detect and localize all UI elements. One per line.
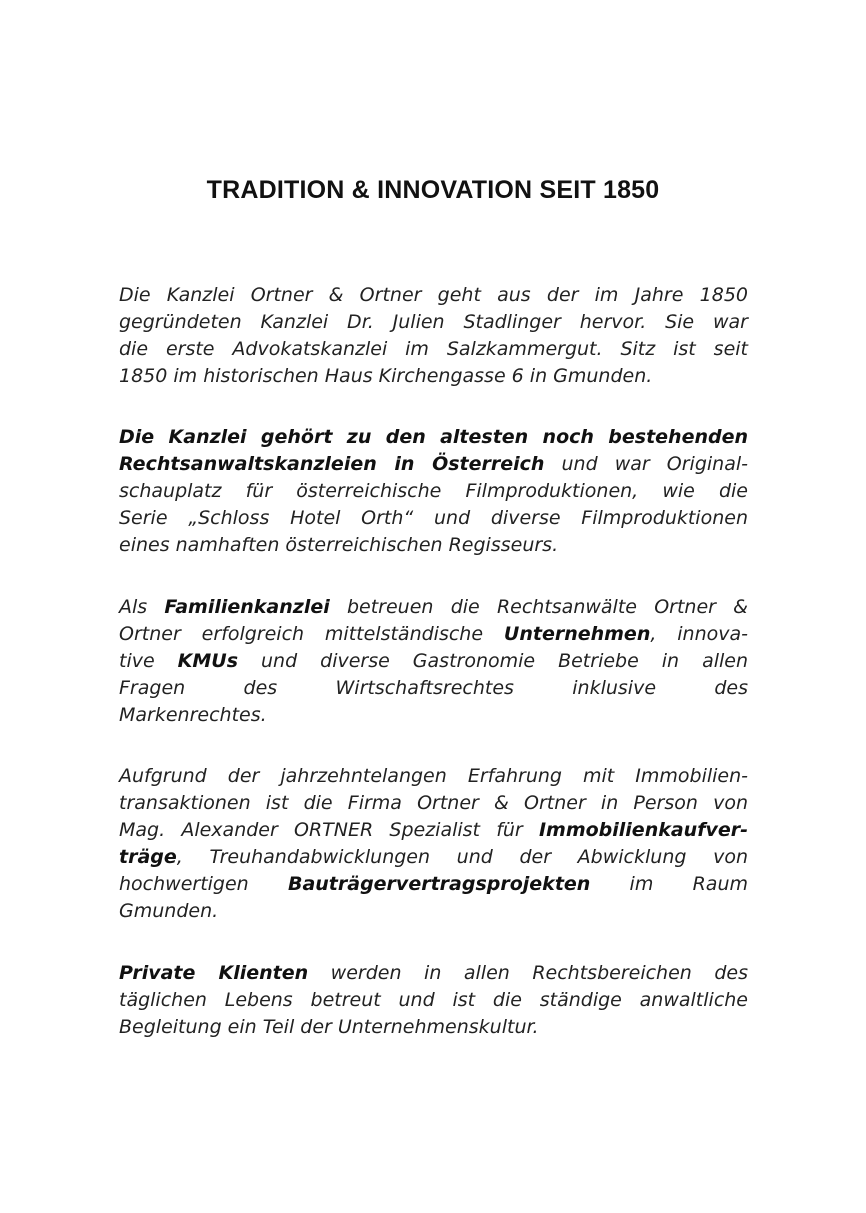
text-line <box>119 594 748 621</box>
text-line <box>119 648 748 675</box>
inline-text: Ortner erfolgreich mittelständische <box>119 623 504 645</box>
text-line: gegründeten Kanzlei Dr. Julien Stadlinger hervor. Sie war <box>119 311 748 333</box>
bold-text: Immobilienkaufver- <box>538 819 748 841</box>
text-line <box>119 844 748 871</box>
bold-text: träge <box>119 846 177 868</box>
text-line: schauplatz für österreichische Filmproduktionen, wie die <box>119 480 748 502</box>
inline-text: , Treuhandabwicklungen und der Abwicklung von <box>176 846 748 868</box>
inline-text: Als <box>119 596 165 618</box>
text-line <box>119 960 748 987</box>
text-line: 1850 im historischen Haus Kirchengasse 6 in Gmunden. <box>119 365 653 387</box>
inline-text: und war Original- <box>544 453 748 475</box>
inline-text: und diverse Gastronomie Betriebe in allen <box>238 650 749 672</box>
inline-text: Mag. Alexander ORTNER Spezialist für <box>119 819 539 841</box>
text-line: Serie „Schloss Hotel Orth“ und diverse Filmproduktionen <box>119 507 748 529</box>
bold-text: Rechtsanwaltskanzleien in Österreich <box>119 453 545 475</box>
page-title: TRADITION & INNOVATION SEIT 1850 <box>206 176 660 204</box>
inline-text: werden in allen Rechtsbereichen des <box>308 962 748 984</box>
paragraph-history <box>119 282 748 390</box>
bold-text: KMUs <box>177 650 239 672</box>
paragraph-real-estate <box>119 763 748 925</box>
text-line: eines namhaften österreichischen Regisseurs. <box>119 534 559 556</box>
text-line: Gmunden. <box>119 900 219 922</box>
bold-text: Private Klienten <box>119 962 309 984</box>
text-line: Aufgrund der jahrzehntelangen Erfahrung mit Immobilien- <box>119 765 748 787</box>
text-line: Begleitung ein Teil der Unternehmenskultur. <box>119 1016 539 1038</box>
paragraph-oldest-firm <box>119 424 748 559</box>
text-line: transaktionen ist die Firma Ortner & Ortner in Person von <box>119 792 748 814</box>
bold-text: Unternehmen <box>503 623 651 645</box>
inline-text: hochwertigen <box>119 873 288 895</box>
bold-text: Bauträgervertragsprojekten <box>287 873 591 895</box>
text-line: Fragen des Wirtschaftsrechtes inklusive des <box>119 677 748 699</box>
bold-text: Familienkanzlei <box>164 596 330 618</box>
paragraph-family-firm <box>119 594 748 729</box>
inline-text: , innova- <box>650 623 749 645</box>
text-line: täglichen Lebens betreut und ist die ständige anwaltliche <box>119 989 748 1011</box>
text-line: Markenrechtes. <box>119 704 267 726</box>
inline-text: tive <box>119 650 178 672</box>
text-line <box>119 817 748 844</box>
inline-text: im Raum <box>590 873 748 895</box>
paragraph-private-clients <box>119 960 748 1041</box>
text-line <box>119 621 748 648</box>
text-line <box>119 871 748 898</box>
inline-text: betreuen die Rechtsanwälte Ortner & <box>329 596 749 618</box>
text-line: die erste Advokatskanzlei im Salzkammergut. Sitz ist seit <box>119 338 748 360</box>
bold-text: Die Kanzlei gehört zu den altesten noch bestehenden <box>119 426 748 448</box>
text-line <box>119 424 748 451</box>
text-line: Die Kanzlei Ortner & Ortner geht aus der im Jahre 1850 <box>119 284 748 306</box>
text-line <box>119 451 748 478</box>
